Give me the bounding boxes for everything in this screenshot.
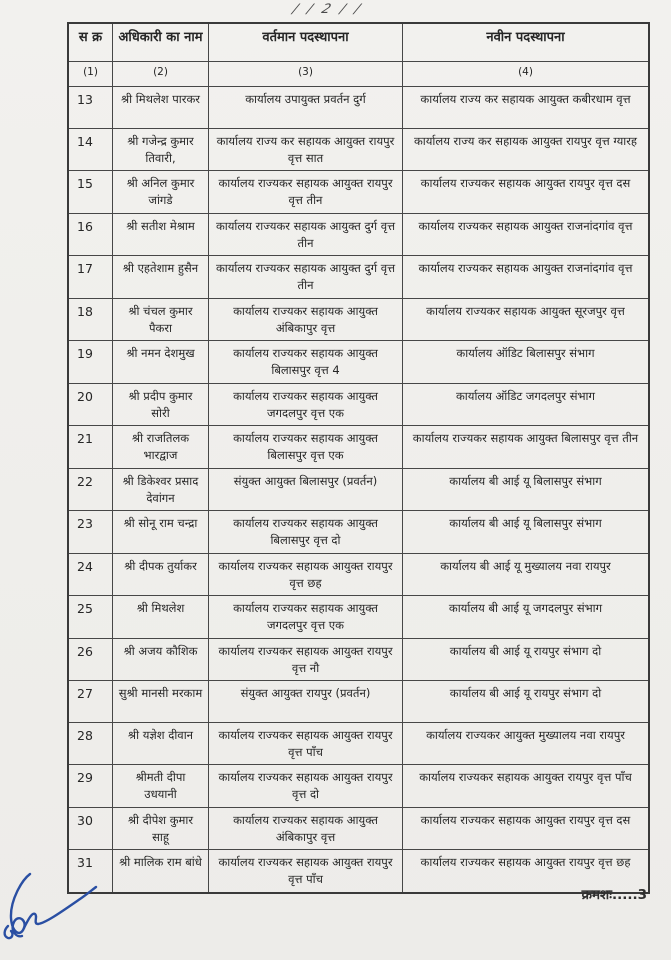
cell-current-posting: कार्यालय राज्यकर सहायक आयुक्त बिलासपुर वृत्त 4 bbox=[209, 341, 403, 384]
table-row bbox=[69, 171, 648, 214]
cell-officer-name: श्री सोनू राम चन्द्रा bbox=[113, 511, 209, 554]
cell-current-posting: कार्यालय राज्यकर सहायक आयुक्त दुर्ग वृत्त तीन bbox=[209, 256, 403, 299]
cell-new-posting: कार्यालय राज्य कर सहायक आयुक्त कबीरधाम वृत्त bbox=[403, 87, 648, 129]
cell-serial: 25 bbox=[69, 596, 113, 639]
cell-current-posting: कार्यालय राज्यकर सहायक आयुक्त बिलासपुर वृत्त एक bbox=[209, 426, 403, 469]
cell-serial: 17 bbox=[69, 256, 113, 299]
column-number-2: (2) bbox=[113, 62, 209, 87]
cell-current-posting: कार्यालय राज्यकर सहायक आयुक्त रायपुर वृत्त पाँच bbox=[209, 850, 403, 892]
header-new-posting: नवीन पदस्थापना bbox=[403, 24, 648, 62]
table-row bbox=[69, 87, 648, 129]
header-officer-name: अधिकारी का नाम bbox=[113, 24, 209, 62]
cell-serial: 24 bbox=[69, 554, 113, 597]
cell-new-posting: कार्यालय ऑडिट बिलासपुर संभाग bbox=[403, 341, 648, 384]
cell-officer-name: श्रीमती दीपा उधयानी bbox=[113, 765, 209, 808]
cell-officer-name: श्री मिथलेश bbox=[113, 596, 209, 639]
column-number-4: (4) bbox=[403, 62, 648, 87]
cell-serial: 21 bbox=[69, 426, 113, 469]
table-row bbox=[69, 723, 648, 766]
cell-serial: 18 bbox=[69, 299, 113, 342]
table-row bbox=[69, 341, 648, 384]
cell-current-posting: कार्यालय उपायुक्त प्रवर्तन दुर्ग bbox=[209, 87, 403, 129]
cell-new-posting: कार्यालय राज्यकर सहायक आयुक्त रायपुर वृत्त पाँच bbox=[403, 765, 648, 808]
cell-serial: 14 bbox=[69, 129, 113, 172]
cell-serial: 30 bbox=[69, 808, 113, 851]
cell-new-posting: कार्यालय राज्यकर सहायक आयुक्त रायपुर वृत्त दस bbox=[403, 171, 648, 214]
cell-serial: 16 bbox=[69, 214, 113, 257]
cell-current-posting: संयुक्त आयुक्त रायपुर (प्रवर्तन) bbox=[209, 681, 403, 723]
cell-current-posting: कार्यालय राज्यकर सहायक आयुक्त रायपुर वृत्त नौ bbox=[209, 639, 403, 682]
cell-serial: 23 bbox=[69, 511, 113, 554]
cell-new-posting: कार्यालय राज्यकर सहायक आयुक्त सूरजपुर वृत्त bbox=[403, 299, 648, 342]
cell-new-posting: कार्यालय बी आई यू बिलासपुर संभाग bbox=[403, 511, 648, 554]
cell-officer-name: श्री चंचल कुमार पैकरा bbox=[113, 299, 209, 342]
cell-officer-name: सुश्री मानसी मरकाम bbox=[113, 681, 209, 723]
table-row bbox=[69, 639, 648, 682]
table-row bbox=[69, 299, 648, 342]
table-row bbox=[69, 765, 648, 808]
table-row bbox=[69, 129, 648, 172]
cell-current-posting: कार्यालय राज्यकर सहायक आयुक्त बिलासपुर वृत्त दो bbox=[209, 511, 403, 554]
cell-officer-name: श्री दीपक तुर्याकर bbox=[113, 554, 209, 597]
cell-new-posting: कार्यालय राज्यकर सहायक आयुक्त रायपुर वृत्त दस bbox=[403, 808, 648, 851]
cell-current-posting: कार्यालय राज्य कर सहायक आयुक्त रायपुर वृत्त सात bbox=[209, 129, 403, 172]
cell-serial: 27 bbox=[69, 681, 113, 723]
cell-serial: 26 bbox=[69, 639, 113, 682]
table-row bbox=[69, 384, 648, 427]
cell-officer-name: श्री मिथलेश पारकर bbox=[113, 87, 209, 129]
cell-new-posting: कार्यालय राज्यकर सहायक आयुक्त रायपुर वृत्त छह bbox=[420, 855, 631, 870]
cell-officer-name: श्री प्रदीप कुमार सोरी bbox=[113, 384, 209, 427]
cell-officer-name: श्री नमन देशमुख bbox=[113, 341, 209, 384]
column-number-3: (3) bbox=[209, 62, 403, 87]
cell-serial: 19 bbox=[69, 341, 113, 384]
cell-officer-name: श्री डिकेश्वर प्रसाद देवांगन bbox=[113, 469, 209, 512]
cell-current-posting: कार्यालय राज्यकर सहायक आयुक्त दुर्ग वृत्त तीन bbox=[209, 214, 403, 257]
cell-serial: 15 bbox=[69, 171, 113, 214]
cell-officer-name: श्री यज्ञेश दीवान bbox=[113, 723, 209, 766]
table-row bbox=[69, 469, 648, 512]
cell-new-posting: कार्यालय बी आई यू मुख्यालय नवा रायपुर bbox=[403, 554, 648, 597]
table-row bbox=[69, 256, 648, 299]
cell-officer-name: श्री सतीश मेश्राम bbox=[113, 214, 209, 257]
cell-serial: 22 bbox=[69, 469, 113, 512]
header-serial: स क्र bbox=[69, 24, 113, 62]
cell-new-posting: कार्यालय बी आई यू रायपुर संभाग दो bbox=[403, 681, 648, 723]
cell-officer-name: श्री दीपेश कुमार साहू bbox=[113, 808, 209, 851]
table-row bbox=[69, 808, 648, 851]
cell-current-posting: कार्यालय राज्यकर सहायक आयुक्त जगदलपुर वृत्त एक bbox=[209, 384, 403, 427]
blue-ink-signature bbox=[0, 866, 115, 960]
cell-current-posting: कार्यालय राज्यकर सहायक आयुक्त अंबिकापुर वृत्त bbox=[209, 299, 403, 342]
cell-new-posting: कार्यालय बी आई यू जगदलपुर संभाग bbox=[403, 596, 648, 639]
cell-current-posting: कार्यालय राज्यकर सहायक आयुक्त रायपुर वृत्त पाँच bbox=[209, 723, 403, 766]
cell-serial: 28 bbox=[69, 723, 113, 766]
cell-serial: 13 bbox=[69, 87, 113, 129]
cell-current-posting: कार्यालय राज्यकर सहायक आयुक्त अंबिकापुर वृत्त bbox=[209, 808, 403, 851]
handwritten-page-mark: / / 2 / / bbox=[290, 2, 365, 17]
cell-new-posting: कार्यालय राज्यकर सहायक आयुक्त राजनांदगांव वृत्त bbox=[403, 256, 648, 299]
table-row bbox=[69, 554, 648, 597]
table-row bbox=[69, 214, 648, 257]
table-header-row bbox=[69, 24, 648, 62]
cell-new-posting: कार्यालय बी आई यू बिलासपुर संभाग bbox=[403, 469, 648, 512]
cell-officer-name: श्री अजय कौशिक bbox=[113, 639, 209, 682]
cell-serial: 29 bbox=[69, 765, 113, 808]
cell-new-posting: कार्यालय राज्यकर सहायक आयुक्त बिलासपुर वृत्त तीन bbox=[403, 426, 648, 469]
table-row bbox=[69, 511, 648, 554]
cell-officer-name: श्री मालिक राम बांधे bbox=[113, 850, 209, 892]
cell-current-posting: कार्यालय राज्यकर सहायक आयुक्त रायपुर वृत्त दो bbox=[209, 765, 403, 808]
cell-new-posting: कार्यालय राज्यकर सहायक आयुक्त राजनांदगांव वृत्त bbox=[403, 214, 648, 257]
cell-officer-name: श्री गजेन्द्र कुमार तिवारी, bbox=[113, 129, 209, 172]
cell-new-posting: कार्यालय बी आई यू रायपुर संभाग दो bbox=[403, 639, 648, 682]
transfer-table bbox=[67, 22, 650, 894]
cell-officer-name: श्री एहतेशाम हुसैन bbox=[113, 256, 209, 299]
cell-current-posting: कार्यालय राज्यकर सहायक आयुक्त रायपुर वृत्त तीन bbox=[209, 171, 403, 214]
cell-new-posting: कार्यालय राज्य कर सहायक आयुक्त रायपुर वृत्त ग्यारह bbox=[403, 129, 648, 172]
table-row bbox=[69, 426, 648, 469]
cell-officer-name: श्री अनिल कुमार जांगडे bbox=[113, 171, 209, 214]
header-current-posting: वर्तमान पदस्थापना bbox=[209, 24, 403, 62]
table-row bbox=[69, 850, 648, 892]
table-row bbox=[69, 681, 648, 723]
cell-serial: 20 bbox=[69, 384, 113, 427]
cell-current-posting: कार्यालय राज्यकर सहायक आयुक्त जगदलपुर वृत्त एक bbox=[209, 596, 403, 639]
table-row bbox=[69, 596, 648, 639]
column-number-1: (1) bbox=[69, 62, 113, 87]
cell-current-posting: कार्यालय राज्यकर सहायक आयुक्त रायपुर वृत्त छह bbox=[209, 554, 403, 597]
cell-serial: 31 bbox=[69, 850, 113, 892]
cell-new-posting: कार्यालय ऑडिट जगदलपुर संभाग bbox=[403, 384, 648, 427]
cell-new-posting: कार्यालय राज्यकर आयुक्त मुख्यालय नवा रायपुर bbox=[403, 723, 648, 766]
cell-current-posting: संयुक्त आयुक्त बिलासपुर (प्रवर्तन) bbox=[209, 469, 403, 512]
cell-officer-name: श्री राजतिलक भारद्वाज bbox=[113, 426, 209, 469]
continuation-note: क्रमशः.....3 bbox=[581, 887, 647, 903]
column-number-row bbox=[69, 62, 648, 87]
